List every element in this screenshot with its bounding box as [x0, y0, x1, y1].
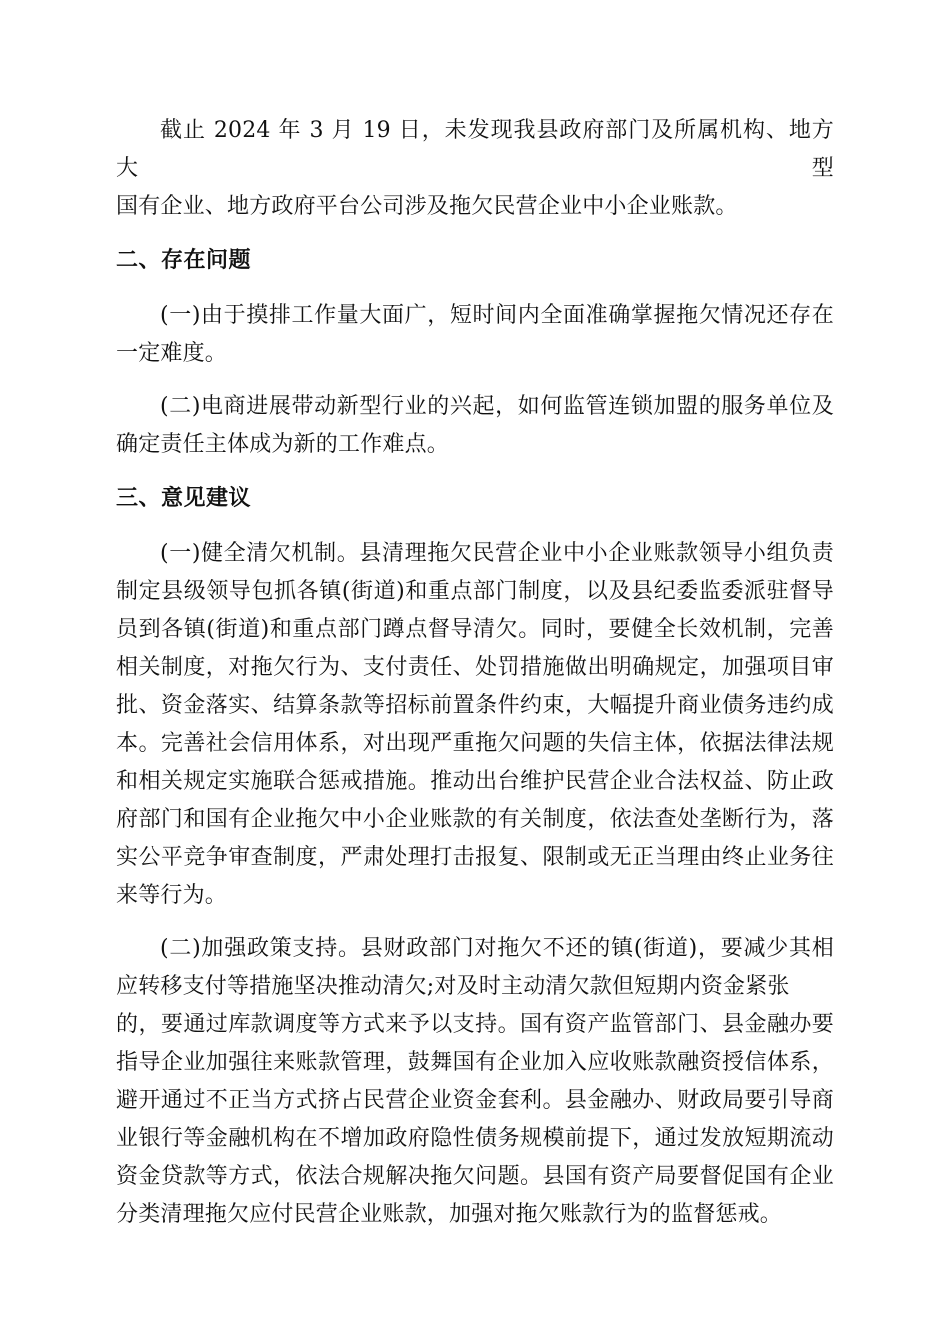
- suggestion1-line-6: 本。完善社会信用体系，对出现严重拖欠问题的失信主体，依据法律法规: [116, 731, 834, 756]
- problem2-line-2: 确定责任主体成为新的工作难点。: [116, 432, 450, 457]
- suggestion1-line-4: 相关制度，对拖欠行为、支付责任、处罚措施做出明确规定，加强项目审: [116, 655, 834, 680]
- intro-line-1: 截止 2024 年 3 月 19 日，未发现我县政府部门及所属机构、地方大型: [116, 118, 834, 181]
- suggestion2-line-5: 避开通过不正当方式挤占民营企业资金套利。县金融办、财政局要引导商: [116, 1088, 834, 1113]
- suggestion2-line-8: 分类清理拖欠应付民营企业账款，加强对拖欠账款行为的监督惩戒。: [116, 1202, 783, 1227]
- suggestion2-line-4: 指导企业加强往来账款管理，鼓舞国有企业加入应收账款融资授信体系，: [116, 1050, 834, 1075]
- problem-paragraph-1: [116, 297, 834, 373]
- section-heading-problems: 二、存在问题: [116, 248, 252, 273]
- suggestion2-line-3: 的，要通过库款调度等方式来予以支持。国有资产监管部门、县金融办要: [116, 1012, 834, 1037]
- intro-paragraph: [116, 112, 834, 226]
- problem-paragraph-2: [116, 388, 834, 464]
- suggestion2-line-1: (二)加强政策支持。县财政部门对拖欠不还的镇(街道)，要减少其相: [160, 936, 834, 961]
- suggestion1-line-10: 来等行为。: [116, 883, 228, 908]
- intro-line-2: 国有企业、地方政府平台公司涉及拖欠民营企业中小企业账款。: [116, 194, 738, 219]
- problem1-line-1: (一)由于摸排工作量大面广，短时间内全面准确掌握拖欠情况还存在: [160, 303, 834, 328]
- suggestion1-line-2: 制定县级领导包抓各镇(街道)和重点部门制度，以及县纪委监委派驻督导: [116, 579, 834, 604]
- problem1-line-2: 一定难度。: [116, 341, 228, 366]
- suggestion-paragraph-1: [116, 535, 834, 915]
- suggestion1-line-3: 员到各镇(街道)和重点部门蹲点督导清欠。同时，要健全长效机制，完善: [116, 617, 834, 642]
- suggestion2-line-6: 业银行等金融机构在不增加政府隐性债务规模前提下，通过发放短期流动: [116, 1126, 834, 1151]
- suggestion1-line-8: 府部门和国有企业拖欠中小企业账款的有关制度，依法查处垄断行为，落: [116, 807, 834, 832]
- suggestion2-line-2: 应转移支付等措施坚决推动清欠;对及时主动清欠款但短期内资金紧张: [116, 974, 790, 999]
- section-heading-suggestions: 三、意见建议: [116, 486, 252, 511]
- suggestion1-line-9: 实公平竞争审查制度，严肃处理打击报复、限制或无正当理由终止业务往: [116, 845, 834, 870]
- problem2-line-1: (二)电商进展带动新型行业的兴起，如何监管连锁加盟的服务单位及: [160, 394, 834, 419]
- suggestion1-line-7: 和相关规定实施联合惩戒措施。推动出台维护民营企业合法权益、防止政: [116, 769, 834, 794]
- suggestion-paragraph-2: [116, 930, 834, 1234]
- suggestion1-line-1: (一)健全清欠机制。县清理拖欠民营企业中小企业账款领导小组负责: [160, 541, 834, 566]
- suggestion2-line-7: 资金贷款等方式，依法合规解决拖欠问题。县国有资产局要督促国有企业: [116, 1164, 834, 1189]
- document-body: [116, 112, 834, 1249]
- suggestion1-line-5: 批、资金落实、结算条款等招标前置条件约束，大幅提升商业债务违约成: [116, 693, 834, 718]
